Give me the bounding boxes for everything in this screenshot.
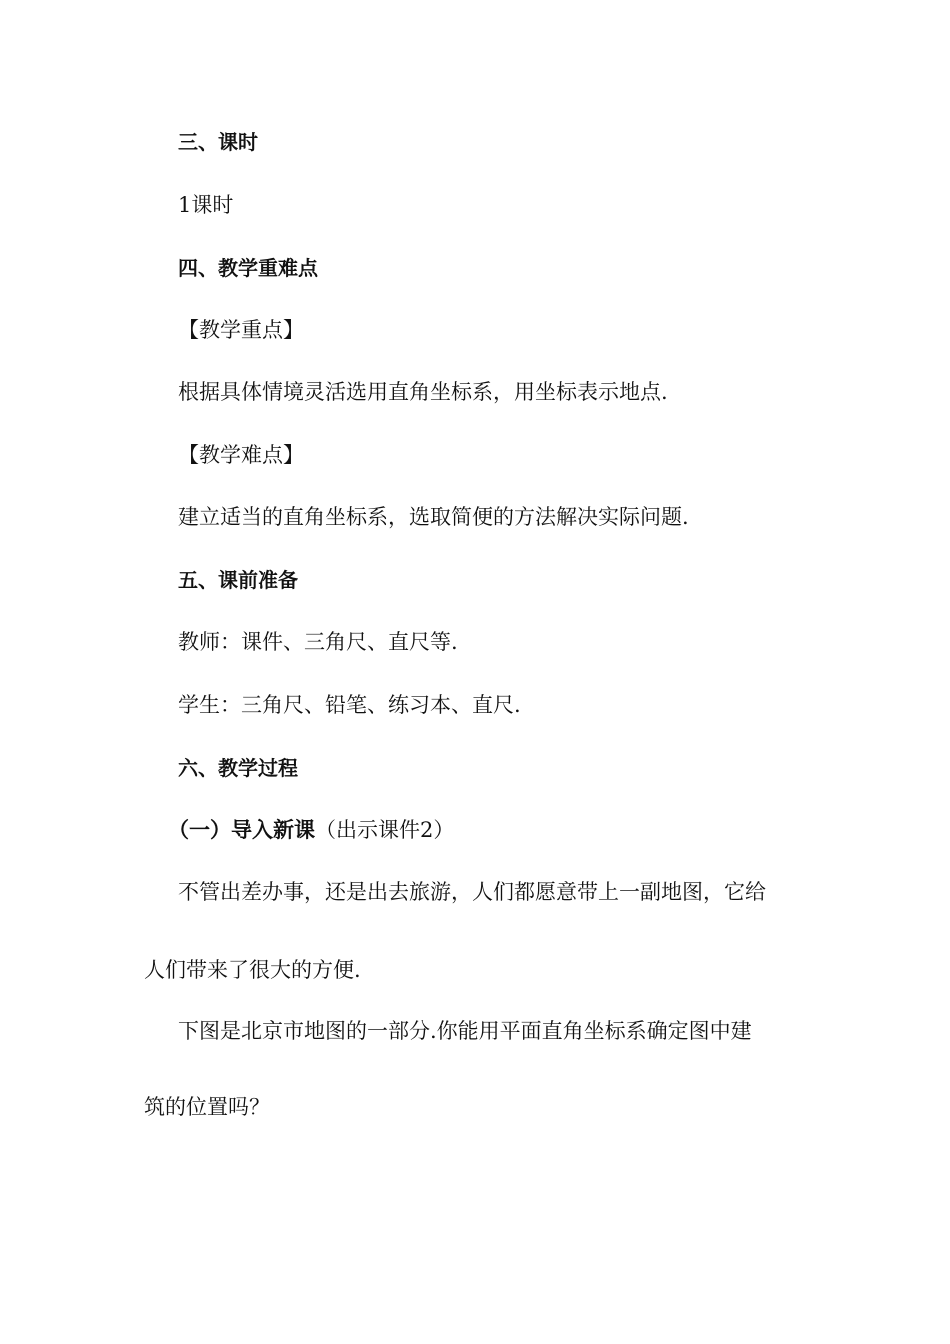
paragraph-2-line-2: 筑的位置吗？ [144, 1095, 270, 1119]
key-point-text: 根据具体情境灵活选用直角坐标系，用坐标表示地点. [178, 380, 668, 404]
class-hours-text: 1课时 [178, 193, 234, 217]
paragraph-1-line-2: 人们带来了很大的方便. [144, 958, 361, 982]
key-point-label: 【教学重点】 [178, 318, 304, 342]
section-title-class-hours: 三、课时 [178, 130, 258, 154]
paragraph-2-line-1: 下图是北京市地图的一部分.你能用平面直角坐标系确定图中建 [178, 1019, 752, 1043]
teacher-preparation-text: 教师：课件、三角尺、直尺等. [178, 630, 458, 654]
subsection-title-bold: （一）导入新课 [168, 818, 315, 842]
difficulty-label: 【教学难点】 [178, 443, 304, 467]
subsection-title-intro [168, 816, 454, 844]
difficulty-text: 建立适当的直角坐标系，选取简便的方法解决实际问题. [178, 505, 689, 529]
section-title-key-points: 四、教学重难点 [178, 256, 318, 280]
section-title-preparation: 五、课前准备 [178, 568, 298, 592]
student-preparation-text: 学生：三角尺、铅笔、练习本、直尺. [178, 693, 521, 717]
section-title-teaching-process: 六、教学过程 [178, 756, 298, 780]
subsection-title-note: （出示课件2） [315, 818, 455, 842]
paragraph-1-line-1: 不管出差办事，还是出去旅游，人们都愿意带上一副地图，它给 [178, 880, 766, 904]
